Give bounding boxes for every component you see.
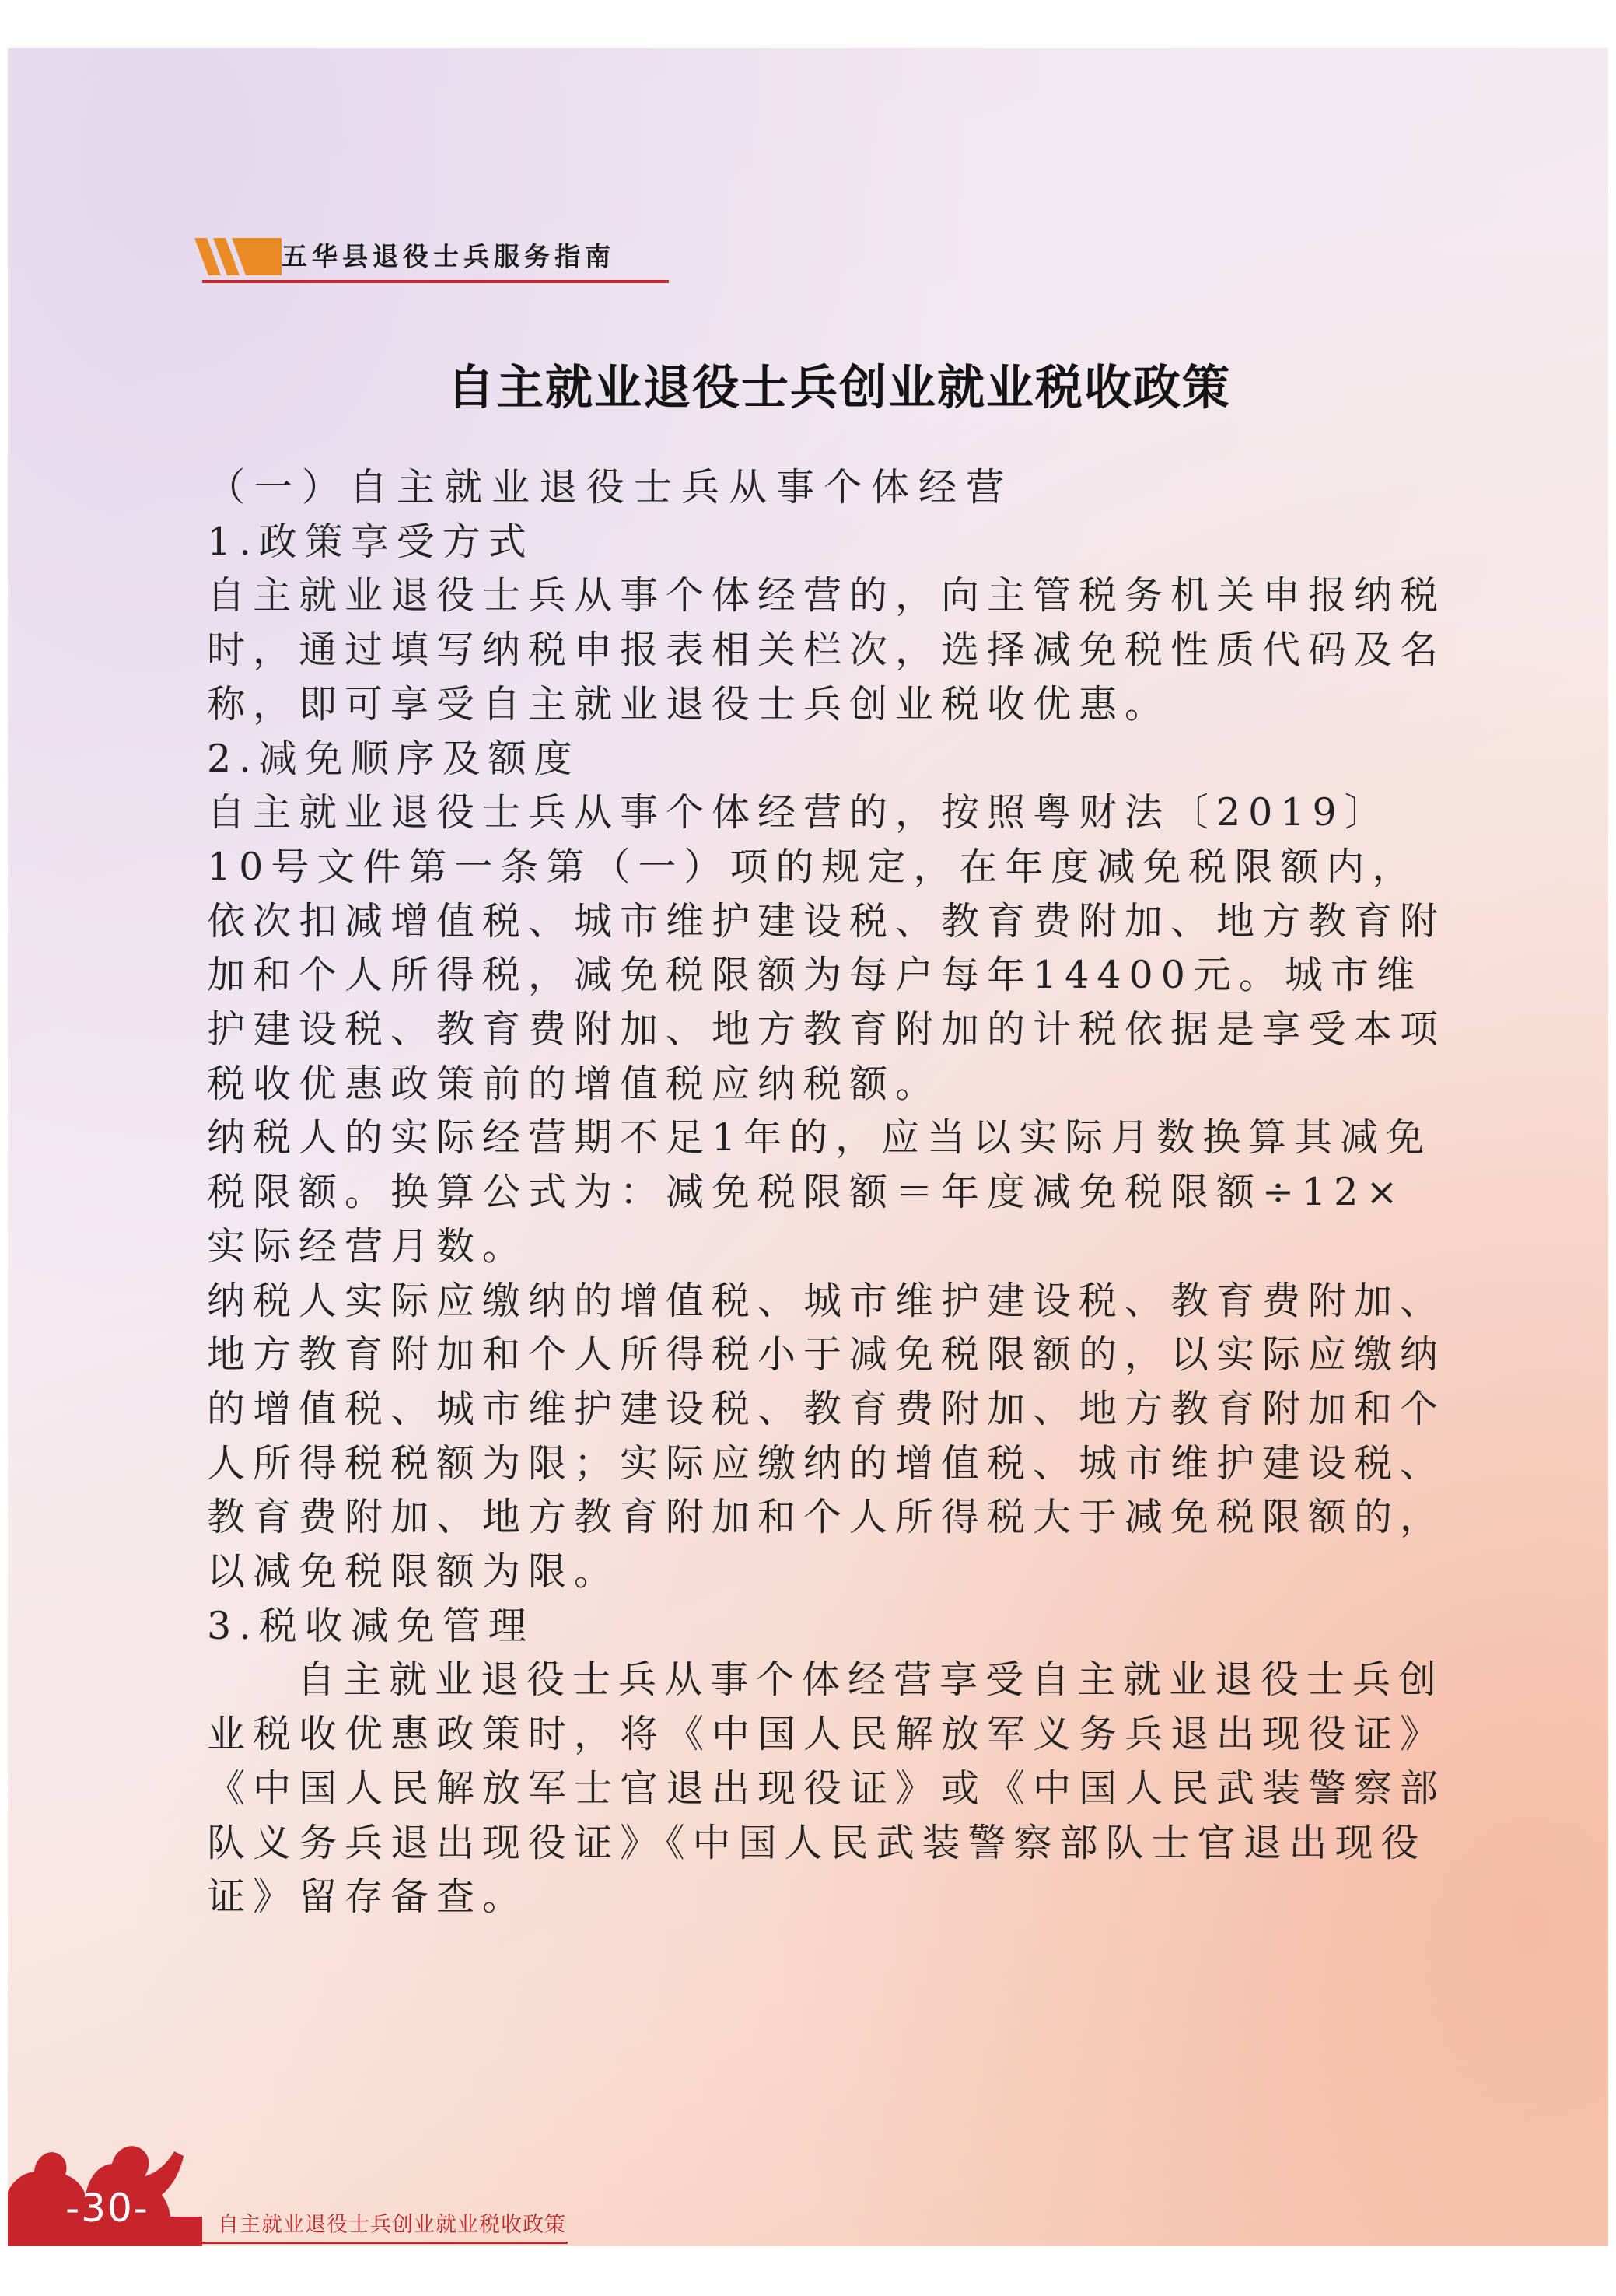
header-rule	[202, 280, 669, 283]
page	[8, 48, 1608, 2246]
footer-rule	[202, 2242, 568, 2244]
subheading-3: 3.税收减免管理	[207, 1603, 534, 1648]
book-title: 五华县退役士兵服务指南	[282, 241, 615, 271]
page-title: 自主就业退役士兵创业就业税收政策	[446, 360, 1231, 415]
subheading-1: 1.政策享受方式	[207, 519, 534, 564]
subheading-2: 2.减免顺序及额度	[207, 736, 580, 781]
paragraph-2: 自主就业退役士兵从事个体经营的，按照粤财法〔2019〕10号文件第一条第（一）项的规定，在年度减免税限额内，依次扣减增值税、城市维护建设税、教育费附加、地方教育附加和个人所得税，减免税限额为每户每年14400元。城市维护建设税、教育费附加、地方教育附加的计税依据是享受本项税收优惠政策前的增值税应纳税额。	[207, 790, 1446, 1106]
footer-running-title: 自主就业退役士兵创业就业税收政策	[218, 2213, 566, 2237]
book-header	[194, 238, 677, 286]
paragraph-5: 自主就业退役士兵从事个体经营享受自主就业退役士兵创业税收优惠政策时，将《中国人民解放军义务兵退出现役证》《中国人民解放军士官退出现役证》或《中国人民武装警察部队义务兵退出现役证》《中国人民武装警察部队士官退出现役证》留存备查。	[207, 1657, 1446, 1920]
section-heading: （一）自主就业退役士兵从事个体经营	[207, 465, 1014, 509]
page-number: -30-	[65, 2186, 149, 2231]
header-stripes-icon	[194, 238, 282, 275]
paragraph-4: 纳税人实际应缴纳的增值税、城市维护建设税、教育费附加、地方教育附加和个人所得税小于减免税限额的，以实际应缴纳的增值税、城市维护建设税、教育费附加、地方教育附加和个人所得税税额为限；实际应缴纳的增值税、城市维护建设税、教育费附加、地方教育附加和个人所得税大于减免税限额的，以减免税限额为限。	[207, 1278, 1446, 1594]
body-text	[207, 460, 1451, 1924]
paragraph-1: 自主就业退役士兵从事个体经营的，向主管税务机关申报纳税时，通过填写纳税申报表相关栏次，选择减免税性质代码及名称，即可享受自主就业退役士兵创业税收优惠。	[207, 573, 1446, 726]
paragraph-3: 纳税人的实际经营期不足1年的，应当以实际月数换算其减免税限额。换算公式为：减免税限额＝年度减免税限额÷12×实际经营月数。	[207, 1115, 1432, 1269]
